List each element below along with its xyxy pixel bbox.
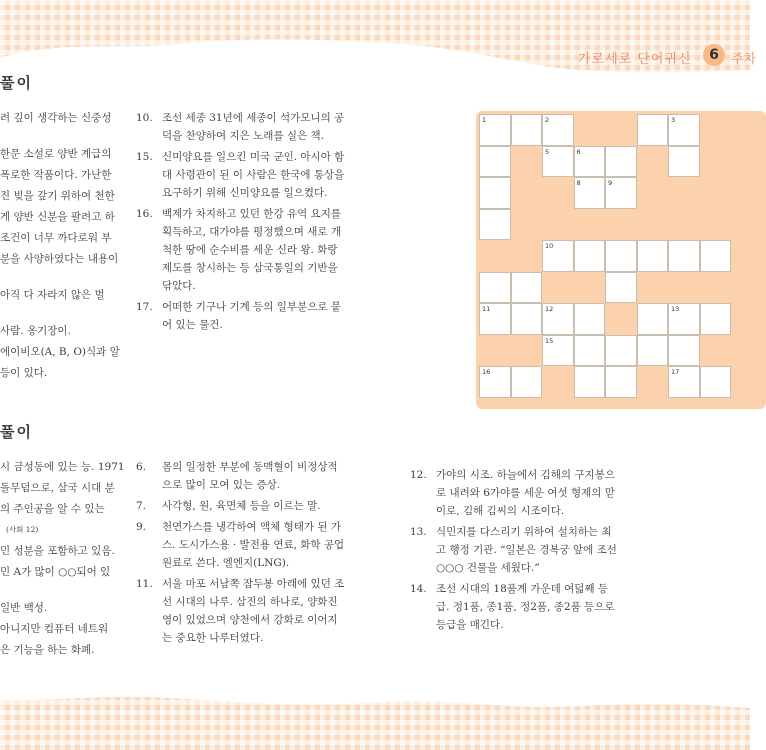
clue-fragment: 의 주인공을 알 수 있는 [0,503,105,515]
clue-number: 8 [576,179,581,187]
clue-fragment: 민 A가 많이 ○○되어 있 [0,566,111,578]
clue-item: 17. 어떠한 기구나 기계 등의 일부분으로 붙어 있는 물건. [136,301,341,331]
clue-number: 6 [576,147,581,156]
crossword-cell[interactable] [574,335,606,367]
clue-item: 16. 백제가 차지하고 있던 한강 유역 요지를 획득하고, 대가야를 평정했으며 새로 개척한 땅에 순수비를 세운 신라 왕. 화랑제도를 창시하는 등 삼국통일의 기반을 닦았다. [136,208,341,292]
clue-item: 9. 천연가스를 냉각하여 액체 형태가 된 가스. 도시가스용 · 발전용 연료, 화학 공업 원료로 쓴다. 엘엔지(LNG). [136,521,345,569]
crossword-cell[interactable] [637,335,669,367]
crossword-cell[interactable] [668,335,700,367]
clue-fragment: 사람. 옹기장이. [0,325,71,337]
crossword-cell[interactable] [605,177,637,209]
crossword-cell[interactable] [479,209,511,241]
clue-number: 1 [482,116,487,124]
crossword-grid [476,111,766,409]
clue-fragment: (사회 12) [6,525,39,534]
clue-fragment: 민 성분을 포함하고 있음. [0,545,115,557]
crossword-cell[interactable] [700,366,732,398]
crossword-cell[interactable] [637,114,669,146]
crossword-cell[interactable] [605,272,637,304]
clue-fragment: 폭로한 작품이다. 가난한 [0,169,112,181]
clue-fragment: 진 빚을 갚기 위하여 천한 [0,190,115,202]
clue-item: 6. 몸의 일정한 부분에 동맥혈이 비정상적으로 많이 모여 있는 증상. [136,461,338,491]
clue-fragment: 려 깊이 생각하는 신중성 [0,112,112,124]
clue-list-upper-middle [136,109,346,337]
crossword-cell[interactable] [479,366,511,398]
crossword-cell[interactable] [637,240,669,272]
clue-list-upper-left [0,109,125,385]
clue-fragment: 조건이 너무 까다로워 부 [0,232,112,244]
crossword-cell[interactable] [700,303,732,335]
crossword-cell[interactable] [479,114,511,146]
crossword-cell[interactable] [637,303,669,335]
clue-number: 5 [545,147,550,156]
section-title-across: 풀이 [0,74,33,92]
crossword-cell[interactable] [479,303,511,335]
crossword-cell[interactable] [511,366,543,398]
clue-number: 3 [671,116,676,124]
clue-fragment: 분을 사양하였다는 내용이 [0,253,119,265]
clue-number: 11 [482,305,491,313]
crossword-cell[interactable] [700,240,732,272]
header-title: 가로세로 단어귀신 [578,52,692,67]
clue-number: 13 [671,305,680,313]
footer-wave [0,680,750,750]
clue-fragment: 일반 백성. [0,602,48,614]
clue-item: 15. 신미양요를 일으킨 미국 군인. 아시아 함대 사령관이 된 이 사람은 한국에 통상을 요구하기 위해 신미양요를 일으켰다. [136,151,345,199]
crossword-cell[interactable] [542,114,574,146]
clue-item: 14. 조선 시대의 18품계 가운데 여덟째 등급. 정1품, 종1품, 정2품, 종2품 등으로 등급을 매긴다. [410,583,615,631]
week-label: 주차 [731,52,757,67]
crossword-cell[interactable] [511,303,543,335]
clue-number: 10 [545,242,554,250]
crossword-cell[interactable] [574,366,606,398]
crossword-cell[interactable] [479,177,511,209]
crossword-cell[interactable] [542,146,574,178]
clue-number: 17 [671,368,680,376]
clue-item: 13. 식민지를 다스리기 위하여 설치하는 최고 행정 기관. “일본은 경복궁 앞에 조선 ○○○ 건물을 세웠다.” [410,526,617,574]
crossword-cell[interactable] [479,272,511,304]
crossword-cell[interactable] [511,114,543,146]
clue-item: 12. 가야의 시조. 하늘에서 김해의 구지봉으로 내려와 6가야를 세운 여섯 형제의 맏이로, 김해 김씨의 시조이다. [410,469,615,517]
crossword-cell[interactable] [574,303,606,335]
crossword-cell[interactable] [605,240,637,272]
crossword-cell[interactable] [479,146,511,178]
header-wave [0,0,750,90]
clue-fragment: 은 기능을 하는 화폐. [0,644,95,656]
crossword-cell[interactable] [605,146,637,178]
clue-fragment: 에이비오(A, B, O)식과 알 [0,346,120,358]
crossword-cell[interactable] [542,335,574,367]
clue-list-lower-middle [136,458,346,650]
clue-item: 7. 사각형, 원, 육면체 등을 이르는 말. [136,500,321,512]
clue-fragment: 아직 다 자라지 않은 벌 [0,289,105,301]
clue-number: 15 [545,336,554,345]
crossword-cell[interactable] [668,114,700,146]
clue-fragment: 돌무덤으로, 삼국 시대 분 [0,482,115,494]
crossword-cell[interactable] [511,272,543,304]
crossword-cell[interactable] [542,303,574,335]
clue-fragment: 게 양반 신분을 팔려고 하 [0,211,115,223]
clue-fragment: 한문 소설로 양반 계급의 [0,148,112,160]
clue-list-lower-right [410,466,620,637]
clue-number: 16 [482,368,491,376]
crossword-cell[interactable] [605,366,637,398]
clue-number: 9 [608,179,613,187]
clue-fragment: 등이 있다. [0,367,48,379]
crossword-cell[interactable] [574,177,606,209]
clue-number: 12 [545,305,554,313]
crossword-cell[interactable] [668,240,700,272]
section-title-down: 풀이 [0,423,33,441]
week-badge: 6 [703,44,725,66]
crossword-cell[interactable] [668,303,700,335]
clue-fragment: 시 금성동에 있는 능. 1971 [0,461,125,473]
crossword-cell[interactable] [668,146,700,178]
crossword-cell[interactable] [605,335,637,367]
clue-item: 11. 서울 마포 서남쪽 잠두봉 아래에 있던 조선 시대의 나루. 삼진의 하나로, 양화진영이 있었으며 양천에서 강화로 이어지는 중요한 나루터였다. [136,578,345,644]
clue-item: 10. 조선 세종 31년에 세종이 석가모니의 공덕을 찬양하여 지은 노래를 실은 책. [136,112,345,142]
crossword-cell[interactable] [574,146,606,178]
clue-number: 2 [545,116,550,124]
clue-list-lower-left [0,458,125,662]
crossword-cell[interactable] [668,366,700,398]
clue-fragment: 아니지만 컴퓨터 네트워 [0,623,109,635]
crossword-cell[interactable] [574,240,606,272]
crossword-cell[interactable] [542,240,574,272]
